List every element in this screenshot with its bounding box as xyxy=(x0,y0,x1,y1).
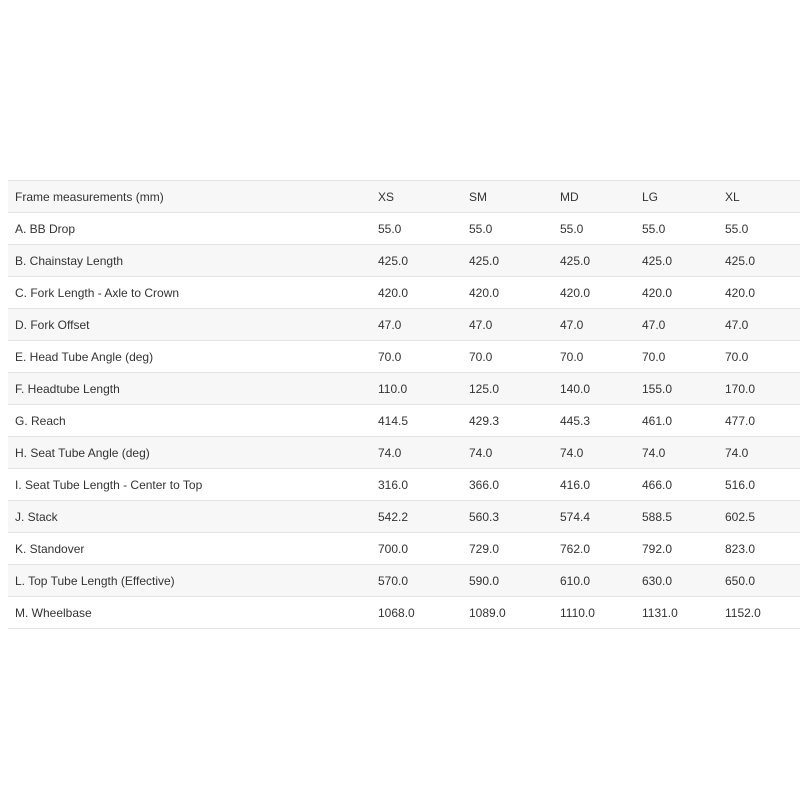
cell-sm: 429.3 xyxy=(462,405,553,437)
cell-sm: 125.0 xyxy=(462,373,553,405)
cell-xs: 55.0 xyxy=(371,213,462,245)
cell-xs: 316.0 xyxy=(371,469,462,501)
cell-md: 574.4 xyxy=(553,501,635,533)
cell-xl: 477.0 xyxy=(718,405,800,437)
row-label: K. Standover xyxy=(8,533,371,565)
cell-lg: 588.5 xyxy=(635,501,718,533)
cell-md: 47.0 xyxy=(553,309,635,341)
cell-xl: 74.0 xyxy=(718,437,800,469)
cell-lg: 466.0 xyxy=(635,469,718,501)
cell-md: 610.0 xyxy=(553,565,635,597)
cell-xl: 1152.0 xyxy=(718,597,800,629)
cell-sm: 590.0 xyxy=(462,565,553,597)
cell-xs: 700.0 xyxy=(371,533,462,565)
row-label: F. Headtube Length xyxy=(8,373,371,405)
cell-sm: 420.0 xyxy=(462,277,553,309)
cell-xs: 414.5 xyxy=(371,405,462,437)
cell-xs: 70.0 xyxy=(371,341,462,373)
cell-sm: 74.0 xyxy=(462,437,553,469)
cell-xs: 47.0 xyxy=(371,309,462,341)
cell-xl: 47.0 xyxy=(718,309,800,341)
header-row xyxy=(8,181,800,213)
cell-lg: 1131.0 xyxy=(635,597,718,629)
cell-xl: 425.0 xyxy=(718,245,800,277)
row-label: A. BB Drop xyxy=(8,213,371,245)
cell-sm: 70.0 xyxy=(462,341,553,373)
row-label: H. Seat Tube Angle (deg) xyxy=(8,437,371,469)
table-row xyxy=(8,469,800,501)
cell-lg: 55.0 xyxy=(635,213,718,245)
cell-md: 445.3 xyxy=(553,405,635,437)
cell-md: 1110.0 xyxy=(553,597,635,629)
cell-lg: 70.0 xyxy=(635,341,718,373)
geometry-table-header xyxy=(8,181,800,213)
cell-xs: 542.2 xyxy=(371,501,462,533)
table-row xyxy=(8,341,800,373)
cell-xs: 74.0 xyxy=(371,437,462,469)
row-label: M. Wheelbase xyxy=(8,597,371,629)
cell-sm: 560.3 xyxy=(462,501,553,533)
cell-md: 55.0 xyxy=(553,213,635,245)
cell-md: 762.0 xyxy=(553,533,635,565)
table-row xyxy=(8,597,800,629)
header-size-sm: SM xyxy=(462,181,553,213)
cell-md: 140.0 xyxy=(553,373,635,405)
geometry-table-body xyxy=(8,213,800,629)
cell-xl: 170.0 xyxy=(718,373,800,405)
table-row xyxy=(8,405,800,437)
header-size-xl: XL xyxy=(718,181,800,213)
row-label: B. Chainstay Length xyxy=(8,245,371,277)
cell-xs: 425.0 xyxy=(371,245,462,277)
header-size-xs: XS xyxy=(371,181,462,213)
cell-lg: 461.0 xyxy=(635,405,718,437)
cell-md: 416.0 xyxy=(553,469,635,501)
cell-xl: 602.5 xyxy=(718,501,800,533)
cell-sm: 55.0 xyxy=(462,213,553,245)
cell-lg: 155.0 xyxy=(635,373,718,405)
cell-md: 425.0 xyxy=(553,245,635,277)
cell-lg: 74.0 xyxy=(635,437,718,469)
cell-sm: 47.0 xyxy=(462,309,553,341)
cell-xs: 420.0 xyxy=(371,277,462,309)
cell-md: 420.0 xyxy=(553,277,635,309)
header-size-md: MD xyxy=(553,181,635,213)
row-label: D. Fork Offset xyxy=(8,309,371,341)
cell-lg: 425.0 xyxy=(635,245,718,277)
table-row xyxy=(8,373,800,405)
row-label: J. Stack xyxy=(8,501,371,533)
cell-lg: 47.0 xyxy=(635,309,718,341)
table-row xyxy=(8,437,800,469)
cell-xl: 420.0 xyxy=(718,277,800,309)
header-size-lg: LG xyxy=(635,181,718,213)
cell-xs: 1068.0 xyxy=(371,597,462,629)
row-label: L. Top Tube Length (Effective) xyxy=(8,565,371,597)
row-label: I. Seat Tube Length - Center to Top xyxy=(8,469,371,501)
cell-sm: 425.0 xyxy=(462,245,553,277)
row-label: G. Reach xyxy=(8,405,371,437)
cell-xs: 570.0 xyxy=(371,565,462,597)
cell-md: 74.0 xyxy=(553,437,635,469)
cell-md: 70.0 xyxy=(553,341,635,373)
header-label: Frame measurements (mm) xyxy=(8,181,371,213)
cell-xs: 110.0 xyxy=(371,373,462,405)
geometry-table xyxy=(8,180,800,629)
cell-lg: 792.0 xyxy=(635,533,718,565)
table-row xyxy=(8,501,800,533)
cell-xl: 823.0 xyxy=(718,533,800,565)
cell-xl: 516.0 xyxy=(718,469,800,501)
cell-sm: 729.0 xyxy=(462,533,553,565)
cell-xl: 650.0 xyxy=(718,565,800,597)
cell-lg: 420.0 xyxy=(635,277,718,309)
cell-sm: 1089.0 xyxy=(462,597,553,629)
cell-lg: 630.0 xyxy=(635,565,718,597)
row-label: C. Fork Length - Axle to Crown xyxy=(8,277,371,309)
table-row xyxy=(8,213,800,245)
cell-xl: 70.0 xyxy=(718,341,800,373)
table-row xyxy=(8,565,800,597)
row-label: E. Head Tube Angle (deg) xyxy=(8,341,371,373)
cell-xl: 55.0 xyxy=(718,213,800,245)
table-row xyxy=(8,245,800,277)
table-row xyxy=(8,309,800,341)
table-row xyxy=(8,533,800,565)
table-row xyxy=(8,277,800,309)
cell-sm: 366.0 xyxy=(462,469,553,501)
